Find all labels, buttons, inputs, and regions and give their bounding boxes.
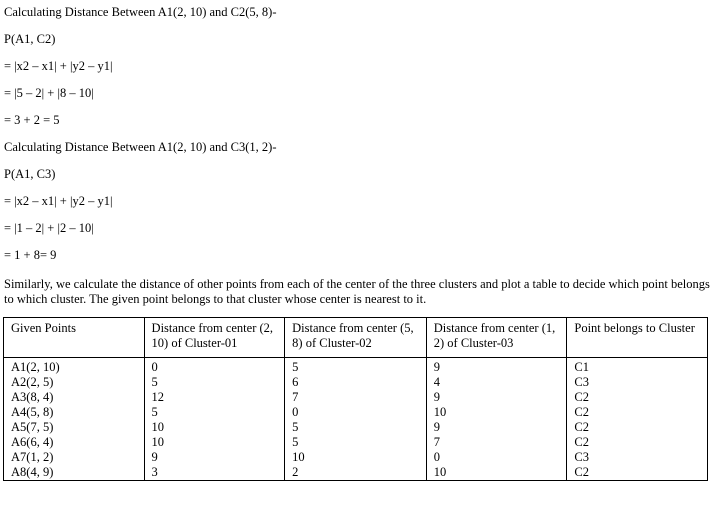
cell-point: A2(2, 5) xyxy=(4,375,145,390)
calc1-heading: Calculating Distance Between A1(2, 10) and C2(5, 8)- xyxy=(4,5,277,19)
cell-point: A4(5, 8) xyxy=(4,405,145,420)
cell-distance-c2: 5 xyxy=(285,358,427,376)
table-row xyxy=(4,375,708,390)
header-cluster-assignment: Point belongs to Cluster xyxy=(567,318,708,358)
header-given-points: Given Points xyxy=(4,318,145,358)
cell-distance-c3: 9 xyxy=(426,420,567,435)
explanation-paragraph: Similarly, we calculate the distance of other points from each of the center of the three clusters and plot a table to decide which point belongs to which cluster. The given point belongs to that cluster whose center is nearest to it. xyxy=(4,277,710,306)
cell-distance-c2: 6 xyxy=(285,375,427,390)
calc2-result: = 1 + 8= 9 xyxy=(4,248,57,262)
cell-distance-c1: 12 xyxy=(144,390,285,405)
cell-distance-c1: 9 xyxy=(144,450,285,465)
calc2-formula: = |x2 – x1| + |y2 – y1| xyxy=(4,194,113,208)
cell-distance-c3: 10 xyxy=(426,405,567,420)
cell-cluster: C2 xyxy=(567,465,708,481)
cell-distance-c1: 0 xyxy=(144,358,285,376)
table-row xyxy=(4,450,708,465)
table-row xyxy=(4,420,708,435)
cell-cluster: C3 xyxy=(567,375,708,390)
cell-distance-c1: 10 xyxy=(144,420,285,435)
cell-cluster: C2 xyxy=(567,435,708,450)
cell-point: A5(7, 5) xyxy=(4,420,145,435)
table-row xyxy=(4,358,708,376)
cell-cluster: C3 xyxy=(567,450,708,465)
cell-distance-c2: 5 xyxy=(285,420,427,435)
calc1-formula: = |x2 – x1| + |y2 – y1| xyxy=(4,59,113,73)
header-distance-cluster-01: Distance from center (2, 10) of Cluster-01 xyxy=(144,318,285,358)
calc1-substitution: = |5 – 2| + |8 – 10| xyxy=(4,86,94,100)
cell-distance-c1: 10 xyxy=(144,435,285,450)
header-distance-cluster-03: Distance from center (1, 2) of Cluster-03 xyxy=(426,318,567,358)
table-header-row xyxy=(4,318,708,358)
cell-point: A1(2, 10) xyxy=(4,358,145,376)
cell-distance-c2: 7 xyxy=(285,390,427,405)
cell-distance-c2: 10 xyxy=(285,450,427,465)
cell-point: A8(4, 9) xyxy=(4,465,145,481)
calc2-label: P(A1, C3) xyxy=(4,167,56,181)
cell-distance-c2: 0 xyxy=(285,405,427,420)
cell-point: A7(1, 2) xyxy=(4,450,145,465)
cell-distance-c1: 5 xyxy=(144,405,285,420)
cell-point: A3(8, 4) xyxy=(4,390,145,405)
cell-distance-c3: 0 xyxy=(426,450,567,465)
cell-distance-c2: 5 xyxy=(285,435,427,450)
table-row xyxy=(4,435,708,450)
calc1-label: P(A1, C2) xyxy=(4,32,56,46)
cell-point: A6(6, 4) xyxy=(4,435,145,450)
calc2-heading: Calculating Distance Between A1(2, 10) and C3(1, 2)- xyxy=(4,140,277,154)
cell-distance-c3: 10 xyxy=(426,465,567,481)
cluster-distance-table xyxy=(3,317,708,481)
cell-cluster: C2 xyxy=(567,405,708,420)
cell-cluster: C2 xyxy=(567,420,708,435)
table-row xyxy=(4,405,708,420)
cell-distance-c1: 3 xyxy=(144,465,285,481)
cell-distance-c3: 9 xyxy=(426,390,567,405)
cell-cluster: C2 xyxy=(567,390,708,405)
table-row xyxy=(4,390,708,405)
table-row xyxy=(4,465,708,481)
cell-cluster: C1 xyxy=(567,358,708,376)
cell-distance-c3: 4 xyxy=(426,375,567,390)
calc1-result: = 3 + 2 = 5 xyxy=(4,113,60,127)
cell-distance-c3: 7 xyxy=(426,435,567,450)
cell-distance-c1: 5 xyxy=(144,375,285,390)
cell-distance-c3: 9 xyxy=(426,358,567,376)
header-distance-cluster-02: Distance from center (5, 8) of Cluster-02 xyxy=(285,318,427,358)
calc2-substitution: = |1 – 2| + |2 – 10| xyxy=(4,221,94,235)
cell-distance-c2: 2 xyxy=(285,465,427,481)
